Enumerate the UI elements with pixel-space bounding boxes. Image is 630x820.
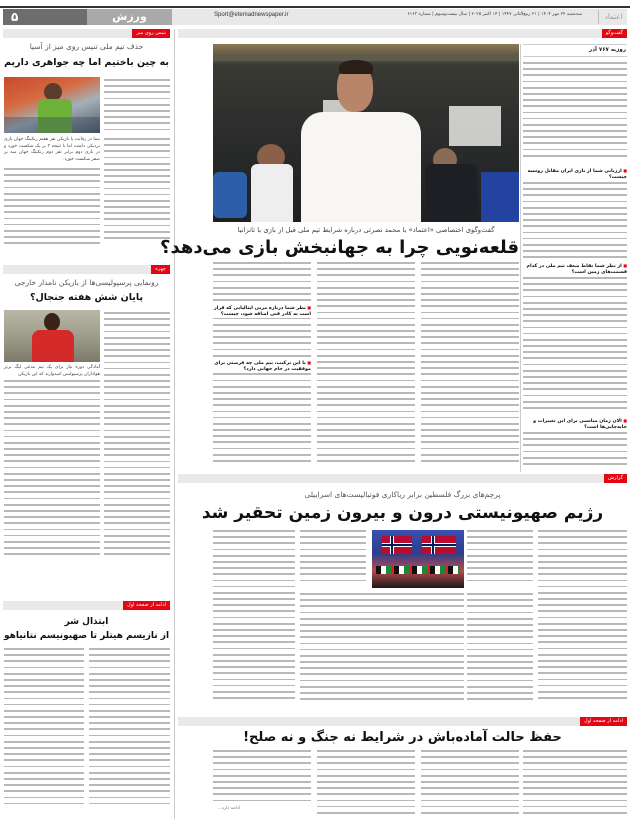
report-body-col1	[538, 530, 627, 710]
opinion-body-col2	[4, 648, 84, 816]
aurier-photo	[4, 310, 100, 362]
interview-headline[interactable]: قلعه‌نویی چرا به جهانبخش بازی می‌دهد؟	[160, 237, 519, 258]
top-rule	[0, 6, 630, 8]
interview-section-bar	[178, 29, 627, 38]
interview-question-1: ■ نظر شما درباره مربی ایتالیایی که قرار است به کادر فنی اضافه شود، چیست؟	[213, 305, 311, 318]
report-section-bar	[178, 474, 627, 483]
palestine-flags	[376, 566, 460, 574]
persepolis-tag: چهره	[151, 265, 170, 274]
sidebar-answer-2	[523, 277, 627, 417]
interview-byline: روزبه ۷۶۷ آذر	[589, 47, 626, 53]
opinion-kicker[interactable]: ابتذال شر	[64, 617, 109, 627]
column-divider	[174, 29, 175, 819]
tennis-section-bar	[3, 29, 170, 38]
stadium-flags-photo	[372, 530, 464, 588]
tennis-lead-text	[104, 79, 170, 134]
persepolis-caption: آمادگی دوره نیاز برای یک تیم مدعی لیگ برتر هواداران پرسپولیس امیدوارند که این بازیکن	[4, 365, 100, 377]
sidebar-question-2: ■ از نظر شما نقاط ضعف تیم ملی در کدام قسمت‌های زمین است؟	[523, 263, 627, 276]
report-tag: گزارش	[604, 474, 627, 483]
continuation-headline[interactable]: حفظ حالت آماده‌باش در شرایط نه جنگ و نه صلح!	[243, 730, 562, 745]
sidebar-question-3: ■ الان زمان مناسبی برای این تغییرات و جابه‌جایی‌ها است؟	[523, 418, 627, 431]
norway-flag	[382, 536, 412, 554]
interview-question-2: ■ با این ترکیب، تیم ملی چه فرصتی برای موفقیت در جام جهانی دارد؟	[213, 360, 311, 373]
interview-body-col2	[317, 262, 415, 472]
opinion-tag: ادامه از صفحه اول	[123, 601, 170, 610]
date-line: سه‌شنبه ۲۲ مهر ۱۴۰۴ | ۲۱ ربیع‌الثانی ۱۴۴۷ | ۱۴ اکتبر ۲۰۲۵ | سال بیست‌وسوم | شماره ۶۱۶۳	[407, 12, 582, 17]
coach-shirt	[301, 112, 421, 222]
persepolis-section-bar	[3, 265, 170, 274]
section-title: ورزش	[87, 9, 172, 25]
tennis-headline[interactable]: به چین باختیم اما چه جواهری داریم	[4, 57, 169, 68]
report-body-col2-bottom	[467, 593, 533, 710]
persepolis-headline[interactable]: پایان شش هفته جنجال؟	[29, 292, 144, 303]
persepolis-body-col1	[104, 312, 170, 570]
norway-flag	[422, 536, 456, 554]
continuation-col3	[317, 750, 415, 816]
tennis-body-col1	[104, 138, 170, 248]
continuation-col2	[421, 750, 519, 816]
report-kicker: پرچم‌های بزرگ فلسطین برابر ریاکاری فوتبالیست‌های اسراییلی	[304, 490, 501, 499]
report-body-middle	[300, 593, 464, 710]
tennis-caption: نیما در رقابت با بازیکن نفر هفتم رنکینگ جهان بازی نزدیکی داشت اما با نتیجه ۳ بر یک شکست خورد و در بازی دوم برابر نفر دوم رنکینگ جهان سه بر صفر شکست خورد.	[4, 137, 100, 162]
interview-kicker: گفت‌وگوی اختصاصی «اعتماد» با محمد نصرتی درباره شرایط تیم ملی قبل از بازی با تانزانیا	[237, 226, 495, 234]
report-headline[interactable]: رژیم صهیونیستی درون و بیرون زمین تحقیر شد	[201, 503, 604, 523]
newspaper-logo: اعتماد	[598, 10, 624, 24]
sidebar-answer-3	[523, 432, 627, 470]
interview-body-col1	[421, 262, 519, 472]
report-body-col2-top	[467, 530, 533, 588]
tennis-player-photo	[4, 77, 100, 133]
opinion-body-col1	[89, 648, 170, 816]
sidebar-question-1: ■ ارزیابی شما از بازی ایران مقابل روسیه چیست؟	[523, 168, 627, 181]
continuation-col1	[523, 750, 627, 816]
tennis-tag: تنیس روی میز	[132, 29, 170, 38]
opinion-headline[interactable]: از نازیسم هیتلر تا صهیونیسم نتانیاهو	[3, 631, 170, 641]
continuation-section-bar	[178, 717, 627, 726]
continuation-col4	[213, 750, 311, 806]
report-body-col3-top	[300, 530, 366, 588]
tennis-body-col2	[4, 168, 100, 248]
coach-photo	[213, 44, 519, 222]
sidebar-intro	[523, 62, 627, 162]
page-number: ۵	[3, 9, 87, 25]
player-head	[44, 313, 60, 331]
continuation-tag: ادامه از صفحه اول	[580, 717, 627, 726]
persepolis-kicker: رونمایی پرسپولیسی‌ها از بازیکن نامدار خارجی	[14, 278, 159, 287]
opinion-section-bar	[3, 601, 170, 610]
tennis-kicker: حذف تیم ملی تنیس روی میز از آسیا	[29, 42, 144, 51]
interview-tag: گفت‌وگو	[602, 29, 627, 38]
sidebar-answer-1	[523, 182, 627, 262]
report-body-col4	[213, 530, 295, 710]
persepolis-body-col2	[4, 380, 100, 570]
section-email[interactable]: Sport@etemadnewspaper.ir	[214, 12, 289, 18]
player-jersey	[32, 330, 74, 362]
continuation-footer: ادامه دارد...	[217, 806, 240, 811]
